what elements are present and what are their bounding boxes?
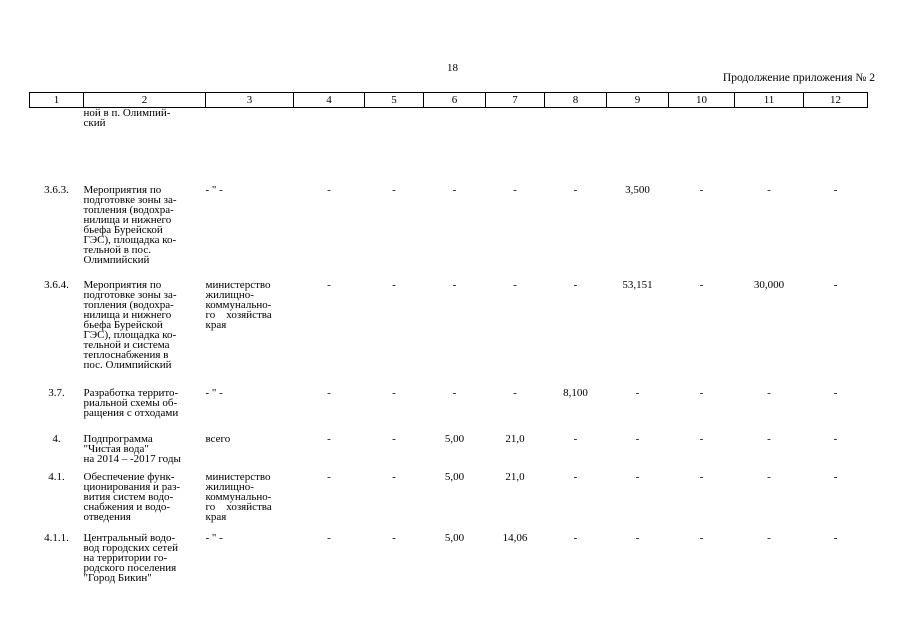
row-value <box>294 108 365 185</box>
row-value: - <box>327 386 331 399</box>
row-executor: всего <box>205 432 231 445</box>
row-value: - <box>573 432 578 445</box>
table-row <box>30 185 868 280</box>
column-header: 9 <box>607 93 669 108</box>
row-name: ной в п. Олимпий- ский <box>83 107 171 129</box>
row-value: - <box>392 386 396 399</box>
row-value <box>735 108 804 185</box>
column-number-row <box>30 93 868 108</box>
column-header: 5 <box>365 93 424 108</box>
column-header: 1 <box>30 93 84 108</box>
row-value: 21,0 <box>505 432 525 445</box>
row-value: 3,500 <box>625 183 650 196</box>
row-value: - <box>452 278 457 291</box>
column-header: 12 <box>804 93 868 108</box>
row-value: 53,151 <box>622 278 653 291</box>
row-value: - <box>767 531 771 544</box>
row-value: - <box>699 386 704 399</box>
row-value: - <box>767 470 771 483</box>
column-header: 3 <box>206 93 294 108</box>
row-value: - <box>833 183 838 196</box>
row-code: 3.6.3. <box>44 183 69 196</box>
table-row <box>30 434 868 472</box>
row-value: - <box>327 278 331 291</box>
row-value: - <box>699 278 704 291</box>
row-value: - <box>833 432 838 445</box>
row-value <box>545 108 607 185</box>
row-code: 3.6.4. <box>44 278 69 291</box>
table-row <box>30 533 868 593</box>
row-code: 3.7. <box>48 386 65 399</box>
row-value: - <box>327 432 331 445</box>
row-value: - <box>573 470 578 483</box>
row-code <box>30 108 84 185</box>
row-executor: министерство жилищно- коммунально- го хозяйства края <box>205 470 272 523</box>
row-executor: - " - <box>205 386 223 399</box>
row-value: 30,000 <box>753 278 785 291</box>
row-name: Мероприятия по подготовке зоны за- топления (водохра- нилища и нижнего бьефа Бурейской ГЭС), площадка ко- тельной и система теплоснабжения в пос. Олимпийский <box>83 278 177 371</box>
row-value: - <box>833 470 838 483</box>
row-value: - <box>635 432 640 445</box>
row-executor: министерство жилищно- коммунально- го хозяйства края <box>205 278 272 331</box>
row-value <box>607 108 669 185</box>
row-value: - <box>392 531 396 544</box>
row-value: - <box>327 531 331 544</box>
row-value: 14,06 <box>502 531 528 544</box>
row-value: - <box>833 531 838 544</box>
row-executor: - " - <box>205 531 223 544</box>
row-value: - <box>635 470 640 483</box>
row-value: - <box>392 278 396 291</box>
row-value: - <box>767 183 771 196</box>
column-header: 4 <box>294 93 365 108</box>
row-code: 4.1. <box>48 470 65 483</box>
appendix-table <box>29 92 868 593</box>
row-value: - <box>635 386 640 399</box>
row-value: - <box>573 531 578 544</box>
row-value: 8,100 <box>563 386 588 399</box>
row-value <box>486 108 545 185</box>
row-value: - <box>392 432 396 445</box>
row-name: Центральный водо- вод городских сетей на территории го- родского поселения "Город Бикин" <box>83 531 179 584</box>
row-value: - <box>699 432 704 445</box>
page-number: 18 <box>447 62 458 74</box>
row-value: - <box>699 183 704 196</box>
row-value <box>424 108 486 185</box>
row-value: - <box>452 183 457 196</box>
row-code: 4. <box>52 432 61 445</box>
row-value: - <box>327 470 331 483</box>
row-name: Мероприятия по подготовке зоны за- топления (водохра- нилища и нижнего бьефа Бурейской ГЭС), площадка ко- тельной в пос. Олимпийский <box>83 183 177 266</box>
column-header: 10 <box>669 93 735 108</box>
row-value: 5,00 <box>444 531 465 544</box>
row-value: - <box>767 386 771 399</box>
row-value: - <box>392 470 396 483</box>
row-value: - <box>573 278 578 291</box>
row-value: - <box>833 278 838 291</box>
row-value: - <box>699 531 704 544</box>
row-value: - <box>513 278 517 291</box>
table-row <box>30 388 868 434</box>
row-value: - <box>452 386 457 399</box>
column-header: 6 <box>424 93 486 108</box>
row-value: - <box>635 531 640 544</box>
row-value: 5,00 <box>444 470 465 483</box>
row-value: - <box>833 386 838 399</box>
table-row <box>30 108 868 185</box>
row-name: Подпрограмма "Чистая вода" на 2014 – -2017 годы <box>83 432 181 465</box>
table-row <box>30 280 868 388</box>
row-value: - <box>392 183 396 196</box>
row-value: 21,0 <box>505 470 525 483</box>
row-value: - <box>573 183 578 196</box>
column-header: 2 <box>84 93 206 108</box>
row-value: - <box>513 183 517 196</box>
row-name: Обеспечение функ- ционирования и раз- вития систем водо- снабжения и водо- отведения <box>83 470 181 523</box>
row-executor <box>206 108 294 185</box>
table-row <box>30 472 868 533</box>
row-executor: - " - <box>205 183 223 196</box>
row-value: - <box>513 386 517 399</box>
row-value <box>669 108 735 185</box>
column-header: 7 <box>486 93 545 108</box>
column-header: 8 <box>545 93 607 108</box>
row-value: - <box>767 432 771 445</box>
row-value: 5,00 <box>444 432 465 445</box>
continuation-title: Продолжение приложения № 2 <box>722 72 875 84</box>
row-value: - <box>699 470 704 483</box>
row-value: - <box>327 183 331 196</box>
column-header: 11 <box>735 93 804 108</box>
row-name: Разработка террито- риальной схемы об- ращения с отходами <box>83 386 179 419</box>
row-value <box>804 108 868 185</box>
row-code: 4.1.1. <box>44 531 69 544</box>
row-value <box>365 108 424 185</box>
